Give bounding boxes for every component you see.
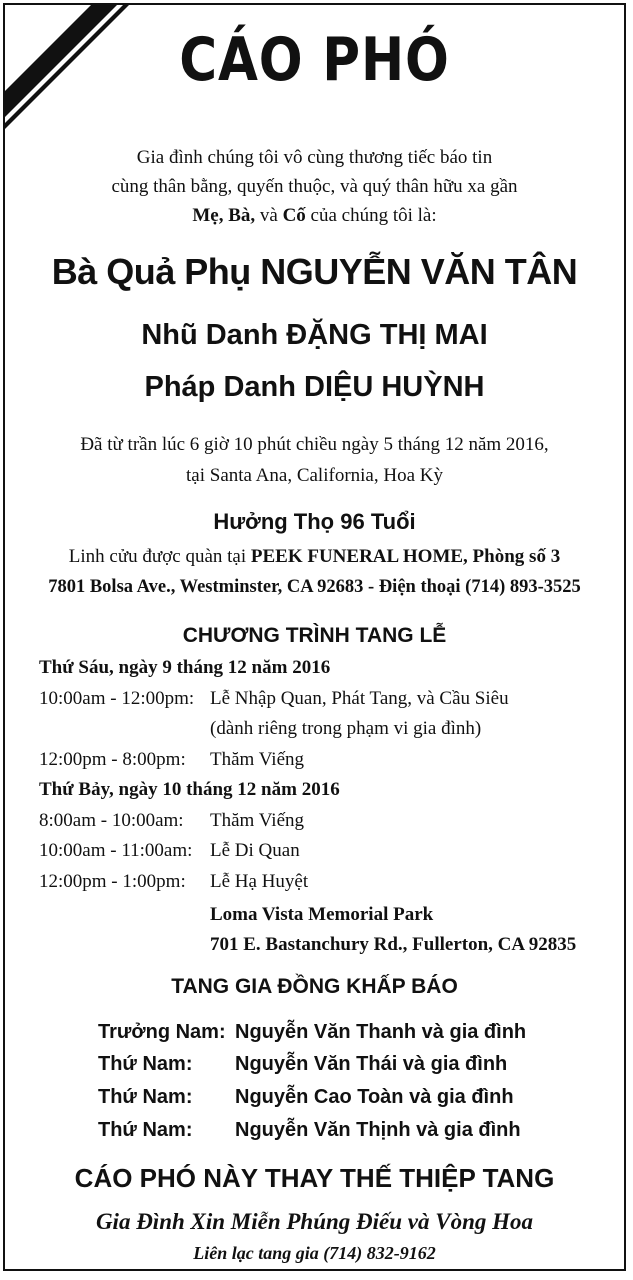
d1-event-2: Thăm Viếng: [210, 749, 305, 770]
d2-event-2: Lễ Di Quan: [210, 840, 300, 861]
dharma-name: Pháp Danh DIỆU HUỲNH: [144, 371, 485, 403]
venue-name: PEEK FUNERAL HOME, Phòng số 3: [250, 546, 561, 567]
footer-notice: CÁO PHÓ NÀY THAY THẾ THIỆP TANG: [74, 1163, 555, 1193]
family-name-2: Nguyễn Văn Thái và gia đình: [235, 1053, 508, 1075]
cemetery-name: Loma Vista Memorial Park: [210, 904, 434, 925]
notice-title: CÁO PHÓ: [179, 25, 450, 95]
day2-date: Thứ Bảy, ngày 10 tháng 12 năm 2016: [39, 779, 340, 800]
relation-mother-grandmother: Mẹ, Bà,: [192, 205, 256, 226]
venue-address: 7801 Bolsa Ave., Westminster, CA 92683 - Điện thoại (714) 893-3525: [48, 577, 581, 597]
obituary-notice: [3, 3, 626, 1271]
family-name-3: Nguyễn Cao Toàn và gia đình: [235, 1086, 514, 1108]
d1-time-1: 10:00am - 12:00pm:: [39, 688, 195, 709]
intro-line-3-mid: và: [255, 205, 283, 226]
death-line-2: tại Santa Ana, California, Hoa Kỳ: [186, 465, 443, 486]
d1-event-1-note: (dành riêng trong phạm vi gia đình): [210, 718, 482, 739]
d1-time-2: 12:00pm - 8:00pm:: [39, 749, 186, 770]
death-line-1: Đã từ trần lúc 6 giờ 10 phút chiều ngày 5 tháng 12 năm 2016,: [80, 434, 549, 455]
age-line: Hưởng Thọ 96 Tuổi: [213, 509, 416, 534]
d2-time-1: 8:00am - 10:00am:: [39, 810, 184, 831]
d1-event-1: Lễ Nhập Quan, Phát Tang, và Cầu Siêu: [210, 688, 509, 709]
cemetery-address: 701 E. Bastanchury Rd., Fullerton, CA 92835: [210, 934, 577, 955]
family-role-2: Thứ Nam:: [98, 1053, 193, 1075]
maiden-name: Nhũ Danh ĐẶNG THỊ MAI: [141, 319, 488, 351]
d2-time-2: 10:00am - 11:00am:: [39, 840, 193, 861]
intro-line-3-end: của chúng tôi là:: [305, 205, 437, 226]
family-name-4: Nguyễn Văn Thịnh và gia đình: [235, 1119, 521, 1141]
d2-time-3: 12:00pm - 1:00pm:: [39, 871, 186, 892]
venue-prefix: Linh cửu được quàn tại: [68, 546, 251, 567]
d2-event-1: Thăm Viếng: [210, 810, 305, 831]
family-heading: TANG GIA ĐỒNG KHẤP BÁO: [171, 975, 458, 998]
intro-line-2: cùng thân bằng, quyến thuộc, và quý thân hữu xa gần: [111, 176, 518, 197]
deceased-name: Bà Quả Phụ NGUYỄN VĂN TÂN: [51, 251, 578, 292]
intro-line-3: [5, 205, 624, 227]
family-name-1: Nguyễn Văn Thanh và gia đình: [235, 1021, 527, 1043]
footer-contact: Liên lạc tang gia (714) 832-9162: [193, 1243, 436, 1263]
venue-line: [5, 546, 624, 568]
family-role-1: Trưởng Nam:: [98, 1021, 226, 1043]
family-role-3: Thứ Nam:: [98, 1086, 193, 1108]
relation-great-grandmother: Cố: [282, 205, 306, 226]
footer-request: Gia Đình Xin Miễn Phúng Điếu và Vòng Hoa: [95, 1209, 534, 1234]
family-role-4: Thứ Nam:: [98, 1119, 193, 1141]
program-heading: CHƯƠNG TRÌNH TANG LỄ: [182, 624, 447, 647]
intro-line-1: Gia đình chúng tôi vô cùng thương tiếc báo tin: [136, 147, 493, 168]
d2-event-3: Lễ Hạ Huyệt: [210, 871, 309, 892]
day1-date: Thứ Sáu, ngày 9 tháng 12 năm 2016: [39, 657, 331, 678]
